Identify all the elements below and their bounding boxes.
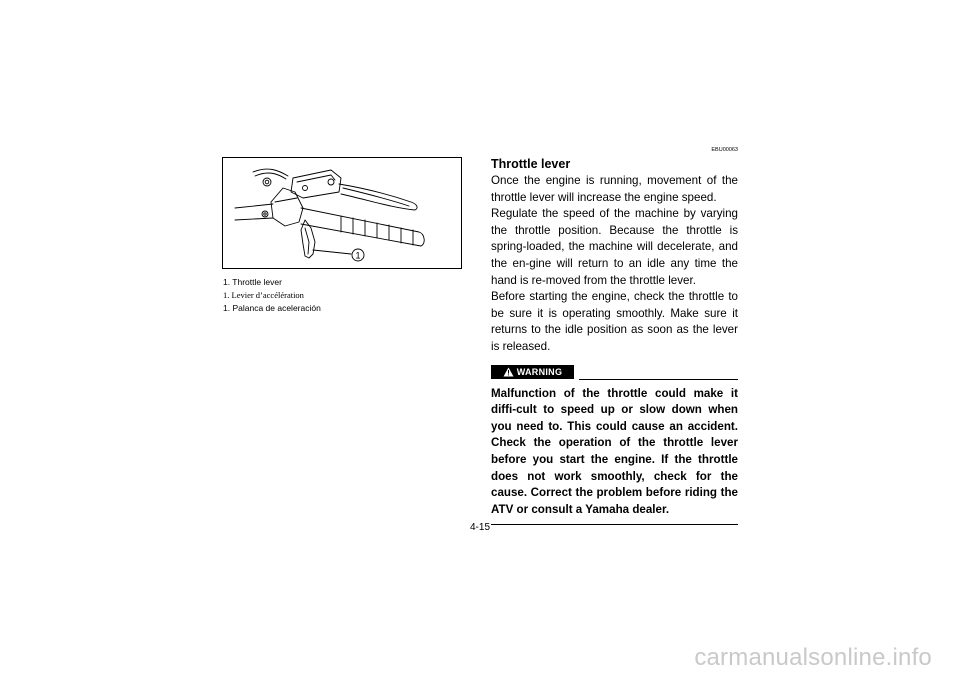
callout-number: 1 <box>355 250 361 261</box>
handlebar-drawing <box>223 158 462 269</box>
warning-badge <box>491 365 574 379</box>
reference-code: EBU00063 <box>711 147 738 153</box>
section-title: Throttle lever <box>491 157 571 171</box>
warning-header <box>491 363 738 383</box>
throttle-lever-illustration <box>222 157 462 269</box>
text-column <box>491 146 738 525</box>
caption-spanish: 1. Palanca de aceleración <box>223 303 321 313</box>
warning-rule <box>579 379 738 380</box>
paragraph: Before starting the engine, check the throttle to be sure it is operating smoothly. Make sure it returns to the idle position as soon as the lever is released. <box>491 290 738 353</box>
warning-label: WARNING <box>516 366 563 377</box>
caption-english: 1. Throttle lever <box>223 277 282 287</box>
warning-triangle-icon <box>503 367 514 377</box>
warning-text: Malfunction of the throttle could make it diffi-cult to speed up or slow down when you need to. This could cause an accident. Check the operation of the throttle lever before you start the engine. If the throttle does not work smoothly, check for the cause. Correct the problem before riding the ATV or consult a Yamaha dealer. <box>491 386 738 516</box>
paragraph: Once the engine is running, movement of the throttle lever will increase the engine speed. <box>491 174 738 204</box>
watermark: carmanualsonline.info <box>694 644 932 671</box>
paragraph: Regulate the speed of the machine by varying the throttle position. Because the throttle is spring-loaded, the machine will decelerate, and the en-gine will return to an idle any time the hand is re-moved from the throttle lever. <box>491 207 738 287</box>
figure-captions <box>223 276 463 315</box>
page-number: 4-15 <box>469 522 490 533</box>
caption-french: 1. Levier d’accélération <box>223 290 304 300</box>
